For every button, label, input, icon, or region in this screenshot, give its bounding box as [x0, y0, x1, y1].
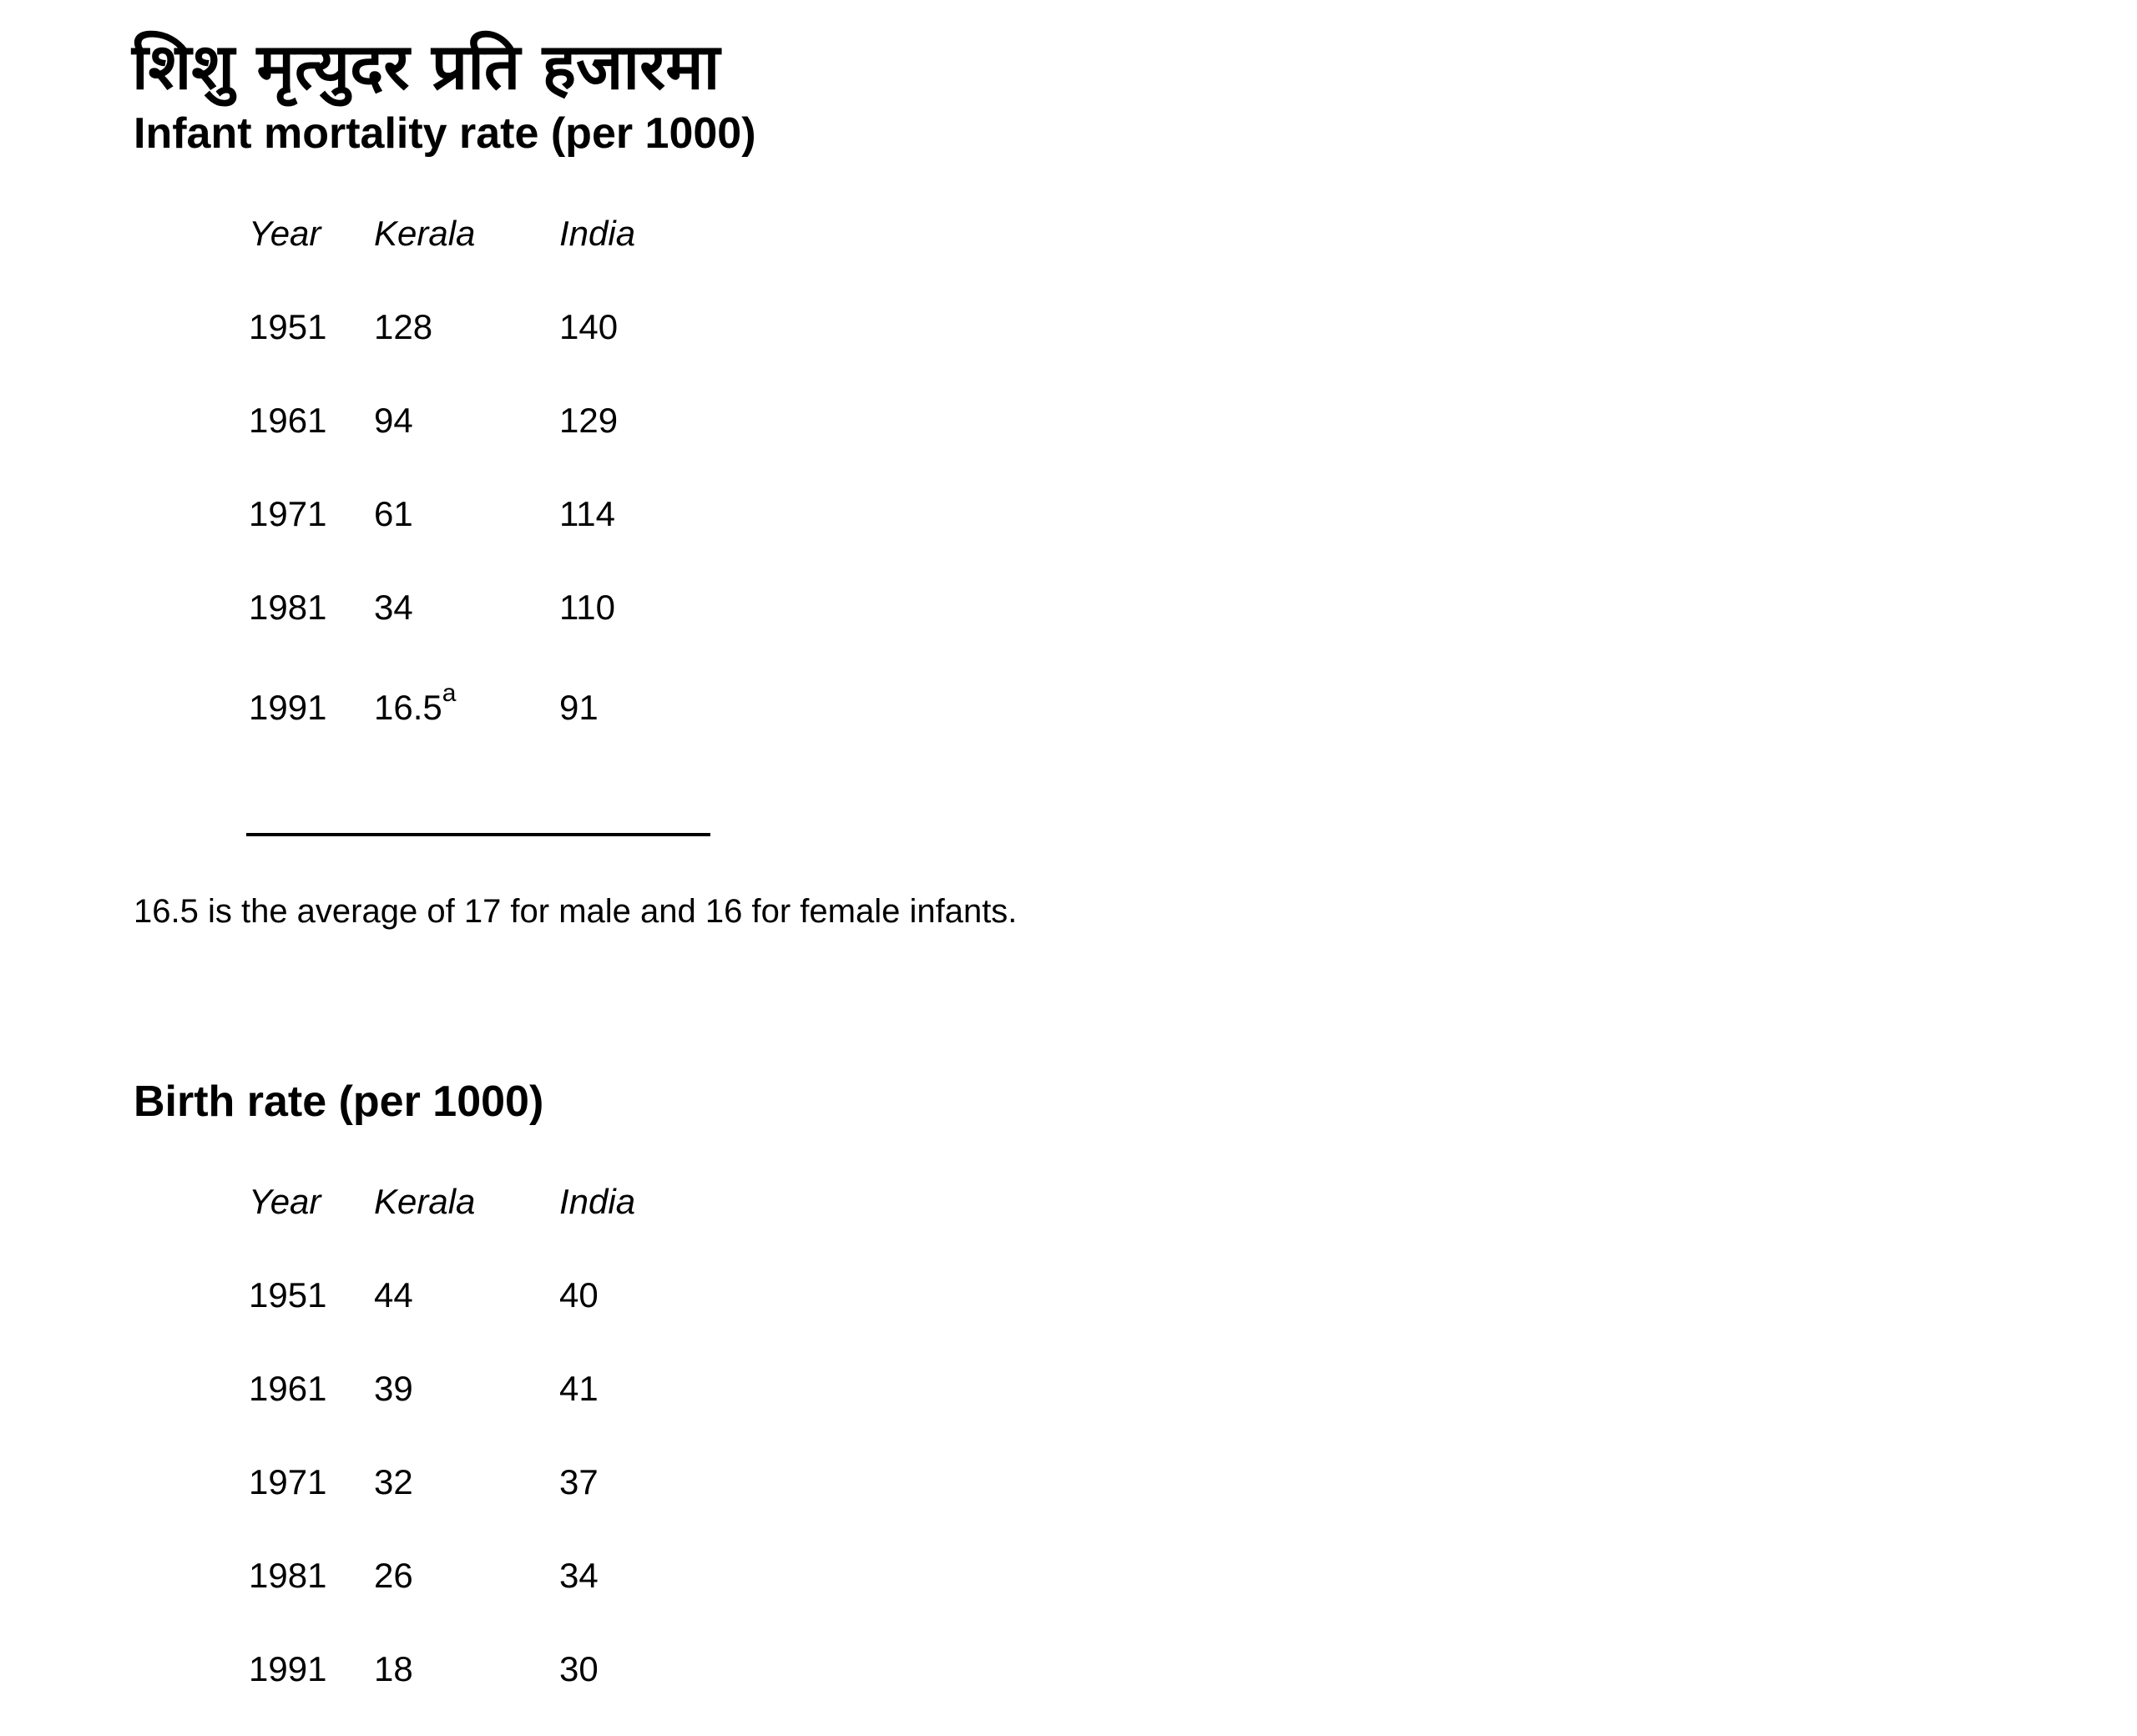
- kerala-cell: 32: [374, 1462, 413, 1501]
- kerala-cell: 44: [374, 1275, 413, 1315]
- header-india: India: [559, 1182, 636, 1221]
- table-row: [249, 1646, 750, 1693]
- year-cell: 1991: [249, 1649, 327, 1688]
- table-row: [249, 304, 750, 351]
- kerala-cell: 39: [374, 1369, 413, 1408]
- india-cell: 110: [559, 588, 615, 627]
- table-row: [249, 491, 750, 537]
- india-cell: 140: [559, 307, 619, 346]
- table-row: [249, 397, 750, 444]
- india-cell: 40: [559, 1275, 599, 1315]
- india-cell: 114: [559, 494, 615, 533]
- kerala-cell: 61: [374, 494, 413, 533]
- year-cell: 1961: [249, 401, 327, 440]
- india-cell: 30: [559, 1649, 599, 1688]
- kerala-cell: 128: [374, 307, 433, 346]
- year-cell: 1981: [249, 1556, 327, 1595]
- infant-mortality-title: Infant mortality rate (per 1000): [134, 109, 756, 158]
- page-title-nepali: शिशु मृत्युदर प्रति हजारमा: [132, 29, 720, 103]
- kerala-cell: 34: [374, 588, 413, 627]
- india-cell: 41: [559, 1369, 599, 1408]
- india-cell: 34: [559, 1556, 599, 1595]
- header-year: Year: [249, 1182, 321, 1221]
- footnote-marker: a: [442, 679, 457, 707]
- birth-rate-title: Birth rate (per 1000): [134, 1077, 544, 1126]
- table-row: [249, 1365, 750, 1412]
- kerala-cell: [374, 679, 457, 731]
- year-cell: 1981: [249, 588, 327, 627]
- header-india: India: [559, 214, 636, 253]
- kerala-cell: 26: [374, 1556, 413, 1595]
- year-cell: 1991: [249, 688, 327, 727]
- header-year: Year: [249, 214, 321, 253]
- year-cell: 1951: [249, 1275, 327, 1315]
- header-kerala: Kerala: [374, 214, 476, 253]
- india-cell: 91: [559, 688, 599, 727]
- table-row: [249, 584, 750, 631]
- table-row: [249, 679, 750, 731]
- year-cell: 1961: [249, 1369, 327, 1408]
- table-row: [249, 1552, 750, 1599]
- kerala-cell: 18: [374, 1649, 413, 1688]
- footnote-text: 16.5 is the average of 17 for male and 16 for female infants.: [134, 893, 1018, 930]
- header-kerala: Kerala: [374, 1182, 476, 1221]
- footnote-divider: [246, 833, 710, 836]
- table-header-row: [249, 1178, 750, 1225]
- india-cell: 37: [559, 1462, 599, 1501]
- table-row: [249, 1272, 750, 1319]
- kerala-value: 16.5: [374, 688, 442, 727]
- year-cell: 1971: [249, 494, 327, 533]
- india-cell: 129: [559, 401, 619, 440]
- year-cell: 1951: [249, 307, 327, 346]
- table-header-row: [249, 210, 750, 257]
- kerala-cell: 94: [374, 401, 413, 440]
- table-row: [249, 1459, 750, 1506]
- year-cell: 1971: [249, 1462, 327, 1501]
